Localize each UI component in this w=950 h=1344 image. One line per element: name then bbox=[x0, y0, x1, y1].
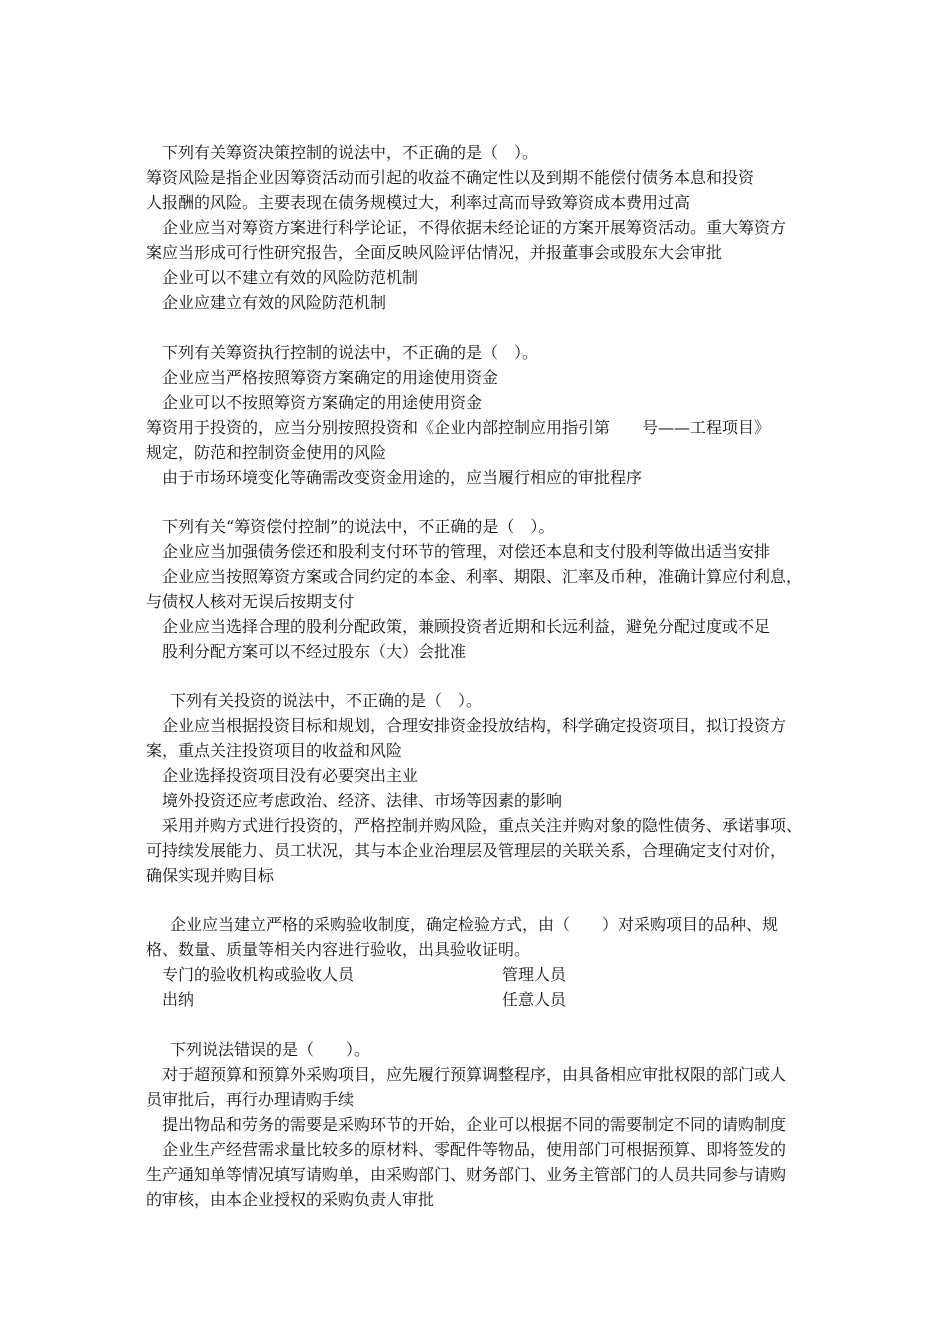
option-a-line-1: 企业应当根据投资目标和规划，合理安排资金投放结构，科学确定投资项目，拟订投资方 bbox=[162, 716, 787, 735]
question-2 bbox=[146, 340, 811, 490]
option-c: 出纳 bbox=[162, 990, 195, 1009]
question-stem: 下列有关筹资执行控制的说法中，不正确的是（ ）。 bbox=[162, 343, 539, 362]
option-c-line-3: 的审核，由本企业授权的采购负责人审批 bbox=[146, 1190, 435, 1209]
option-b-line-2: 与债权人核对无误后按期支付 bbox=[146, 592, 355, 611]
question-stem: 下列有关“筹资偿付控制”的说法中，不正确的是（ ）。 bbox=[162, 517, 555, 536]
option-c: 企业应当选择合理的股利分配政策，兼顾投资者近期和长远利益，避免分配过度或不足 bbox=[162, 617, 771, 636]
option-b: 提出物品和劳务的需要是采购环节的开始，企业可以根据不同的需要制定不同的请购制度 bbox=[162, 1115, 787, 1134]
option-b: 企业选择投资项目没有必要突出主业 bbox=[162, 766, 419, 785]
option-d-line-2: 可持续发展能力、员工状况，其与本企业治理层及管理层的关联关系，合理确定支付对价， bbox=[146, 841, 787, 860]
option-a-line-2: 员审批后，再行办理请购手续 bbox=[146, 1090, 355, 1109]
question-1 bbox=[146, 140, 811, 315]
question-6 bbox=[146, 1037, 811, 1212]
question-stem: 下列有关筹资决策控制的说法中，不正确的是（ ）。 bbox=[162, 143, 539, 162]
option-c-line-1: 筹资用于投资的，应当分别按照投资和《企业内部控制应用指引第 号——工程项目》 bbox=[146, 418, 771, 437]
option-c: 企业可以不建立有效的风险防范机制 bbox=[162, 268, 419, 287]
question-stem: 下列有关投资的说法中，不正确的是（ ）。 bbox=[170, 691, 483, 710]
question-4 bbox=[146, 688, 811, 888]
option-d: 任意人员 bbox=[502, 990, 567, 1009]
option-d-line-1: 采用并购方式进行投资的，严格控制并购风险，重点关注并购对象的隐性债务、承诺事项、 bbox=[162, 816, 803, 835]
option-d: 企业应建立有效的风险防范机制 bbox=[162, 293, 387, 312]
option-b-line-1: 企业应当对筹资方案进行科学论证，不得依据未经论证的方案开展筹资活动。重大筹资方 bbox=[162, 218, 787, 237]
option-b: 企业可以不按照筹资方案确定的用途使用资金 bbox=[162, 393, 483, 412]
option-b-line-1: 企业应当按照筹资方案或合同约定的本金、利率、期限、汇率及币种，准确计算应付利息， bbox=[162, 567, 803, 586]
option-c-line-2: 生产通知单等情况填写请购单，由采购部门、财务部门、业务主管部门的人员共同参与请购 bbox=[146, 1165, 787, 1184]
question-stem-line-2: 格、数量、质量等相关内容进行验收，出具验收证明。 bbox=[146, 940, 531, 959]
option-c-line-1: 企业生产经营需求量比较多的原材料、零配件等物品，使用部门可根据预算、即将签发的 bbox=[162, 1140, 787, 1159]
option-a: 专门的验收机构或验收人员 bbox=[162, 965, 355, 984]
option-b: 管理人员 bbox=[502, 965, 567, 984]
question-5 bbox=[146, 912, 811, 1012]
option-c-line-2: 规定，防范和控制资金使用的风险 bbox=[146, 443, 387, 462]
option-a: 企业应当加强债务偿还和股利支付环节的管理，对偿还本息和支付股利等做出适当安排 bbox=[162, 542, 771, 561]
option-a: 企业应当严格按照筹资方案确定的用途使用资金 bbox=[162, 368, 499, 387]
option-d-line-3: 确保实现并购目标 bbox=[146, 866, 275, 885]
question-stem-line-1: 企业应当建立严格的采购验收制度，确定检验方式，由（ ）对采购项目的品种、规 bbox=[170, 915, 779, 934]
option-c: 境外投资还应考虑政治、经济、法律、市场等因素的影响 bbox=[162, 791, 563, 810]
option-a-line-2: 案，重点关注投资项目的收益和风险 bbox=[146, 741, 403, 760]
option-d: 由于市场环境变化等确需改变资金用途的，应当履行相应的审批程序 bbox=[162, 468, 643, 487]
question-3 bbox=[146, 514, 811, 664]
options-grid bbox=[146, 962, 811, 1012]
option-b-line-2: 案应当形成可行性研究报告，全面反映风险评估情况，并报董事会或股东大会审批 bbox=[146, 243, 723, 262]
option-a-line-1: 对于超预算和预算外采购项目，应先履行预算调整程序，由具备相应审批权限的部门或人 bbox=[162, 1065, 787, 1084]
question-stem: 下列说法错误的是（ ）。 bbox=[170, 1040, 371, 1059]
option-a-line-1: 筹资风险是指企业因筹资活动而引起的收益不确定性以及到期不能偿付债务本息和投资 bbox=[146, 168, 755, 187]
option-a-line-2: 人报酬的风险。主要表现在债务规模过大，利率过高而导致筹资成本费用过高 bbox=[146, 193, 691, 212]
option-d: 股利分配方案可以不经过股东（大）会批准 bbox=[162, 642, 467, 661]
